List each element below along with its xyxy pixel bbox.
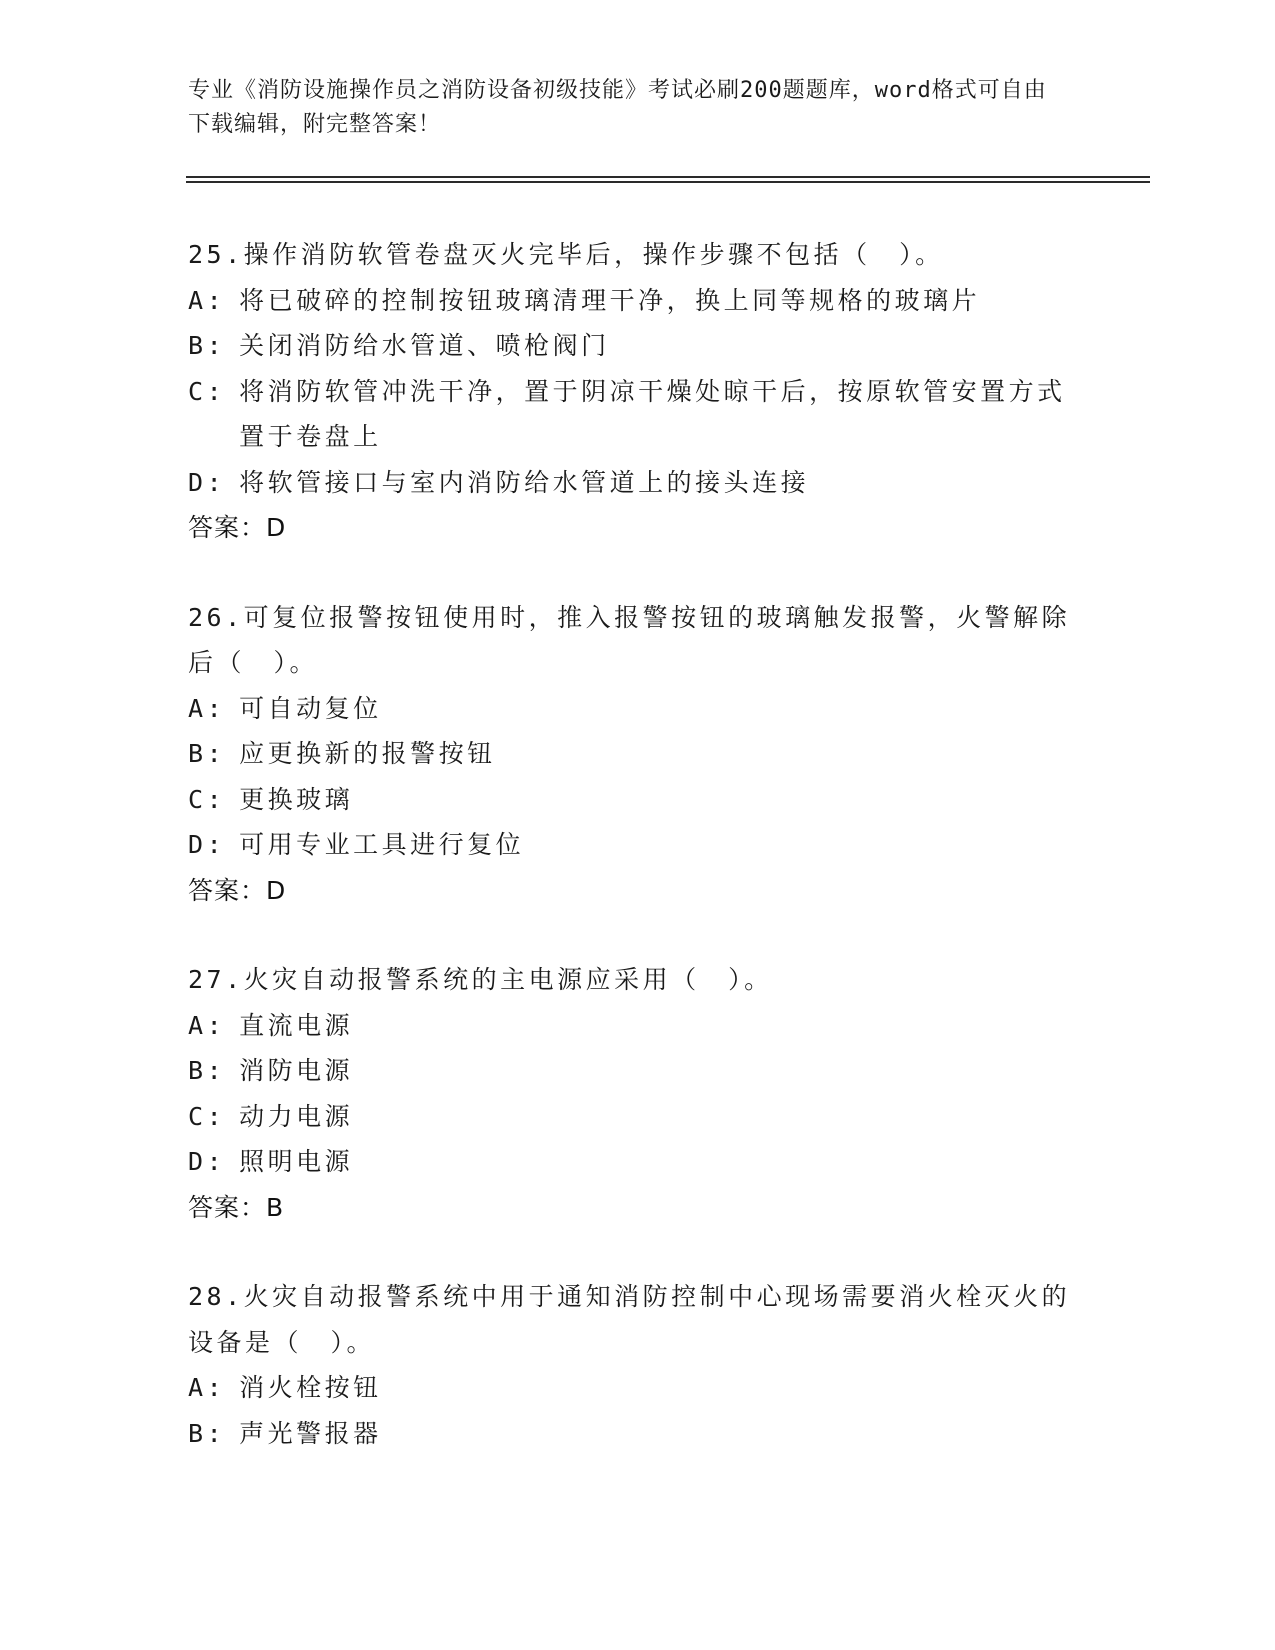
option-letter: A — [188, 285, 207, 315]
option-letter: B — [188, 1056, 207, 1085]
option-a — [188, 686, 1088, 732]
option-text: 声光警报器 — [239, 1418, 382, 1448]
option-text: 将软管接口与室内消防给水管道上的接头连接 — [239, 467, 810, 497]
question-27 — [188, 957, 1088, 1230]
option-c — [188, 1094, 1088, 1140]
option-d — [188, 460, 1088, 506]
option-separator: : — [206, 376, 226, 406]
option-text: 将消防软管冲洗干净，置于阴凉干燥处晾干后，按原软管安置方式置于卷盘上 — [239, 376, 1066, 451]
question-25 — [188, 232, 1088, 551]
answer-line — [188, 1185, 1088, 1231]
question-26 — [188, 595, 1088, 914]
option-letter: C — [188, 1101, 207, 1131]
question-28 — [188, 1274, 1088, 1456]
option-d — [188, 822, 1088, 868]
option-letter: C — [188, 376, 207, 406]
question-text: 26.可复位报警按钮使用时，推入报警按钮的玻璃触发报警，火警解除后（ ）。 — [188, 602, 1071, 677]
option-letter: C — [188, 784, 207, 814]
option-c — [188, 777, 1088, 823]
option-letter: D — [188, 1147, 207, 1176]
option-text: 应更换新的报警按钮 — [239, 739, 496, 768]
option-letter: B — [188, 1418, 207, 1448]
question-list — [188, 232, 1088, 1500]
option-text: 消防电源 — [239, 1056, 354, 1085]
option-letter: A — [188, 693, 207, 723]
option-d — [188, 1139, 1088, 1185]
option-letter: B — [188, 331, 207, 360]
option-a — [188, 1003, 1088, 1049]
option-text: 可用专业工具进行复位 — [239, 830, 525, 859]
answer-value: D — [266, 875, 287, 905]
answer-label: 答案： — [188, 875, 267, 905]
option-text: 消火栓按钮 — [239, 1373, 382, 1402]
option-separator: : — [206, 1101, 226, 1131]
option-letter: B — [188, 739, 207, 768]
answer-line — [188, 868, 1088, 914]
option-b — [188, 731, 1088, 777]
option-text: 可自动复位 — [239, 693, 382, 723]
option-b — [188, 1048, 1088, 1094]
answer-line — [188, 505, 1088, 551]
option-separator: : — [206, 1147, 226, 1176]
question-text: 27.火灾自动报警系统的主电源应采用（ ）。 — [188, 965, 773, 994]
option-text: 动力电源 — [239, 1101, 354, 1131]
option-separator: : — [206, 1418, 226, 1448]
option-letter: D — [188, 467, 207, 497]
option-letter: A — [188, 1010, 207, 1040]
option-separator: : — [206, 331, 226, 360]
answer-label: 答案： — [188, 1192, 267, 1222]
option-separator: : — [206, 784, 226, 814]
option-text: 照明电源 — [239, 1147, 354, 1176]
question-text: 28.火灾自动报警系统中用于通知消防控制中心现场需要消火栓灭火的设备是（ ）。 — [188, 1282, 1071, 1357]
answer-value: B — [266, 1192, 285, 1222]
option-letter: A — [188, 1373, 207, 1402]
option-a — [188, 278, 1088, 324]
header-rule-top — [186, 176, 1150, 178]
option-text: 直流电源 — [239, 1010, 354, 1040]
option-text: 关闭消防给水管道、喷枪阀门 — [239, 331, 610, 360]
header-rule-bottom — [186, 181, 1150, 183]
option-separator: : — [206, 739, 226, 768]
answer-label: 答案： — [188, 513, 267, 542]
option-separator: : — [206, 830, 226, 859]
option-separator: : — [206, 1010, 226, 1040]
option-a — [188, 1365, 1088, 1411]
option-separator: : — [206, 1056, 226, 1085]
option-separator: : — [206, 693, 226, 723]
option-b — [188, 323, 1088, 369]
question-text: 25.操作消防软管卷盘灭火完毕后，操作步骤不包括（ ）。 — [188, 240, 944, 269]
document-header: 专业《消防设施操作员之消防设备初级技能》考试必刷200题题库，word格式可自由下载编辑，附完整答案！ — [188, 78, 1047, 137]
answer-value: D — [266, 513, 287, 542]
option-b — [188, 1411, 1088, 1457]
option-c — [188, 369, 1088, 460]
option-separator: : — [206, 1373, 226, 1402]
option-letter: D — [188, 830, 207, 859]
option-separator: : — [206, 285, 226, 315]
option-text: 更换玻璃 — [239, 784, 354, 814]
option-text: 将已破碎的控制按钮玻璃清理干净，换上同等规格的玻璃片 — [239, 285, 981, 315]
option-separator: : — [206, 467, 226, 497]
